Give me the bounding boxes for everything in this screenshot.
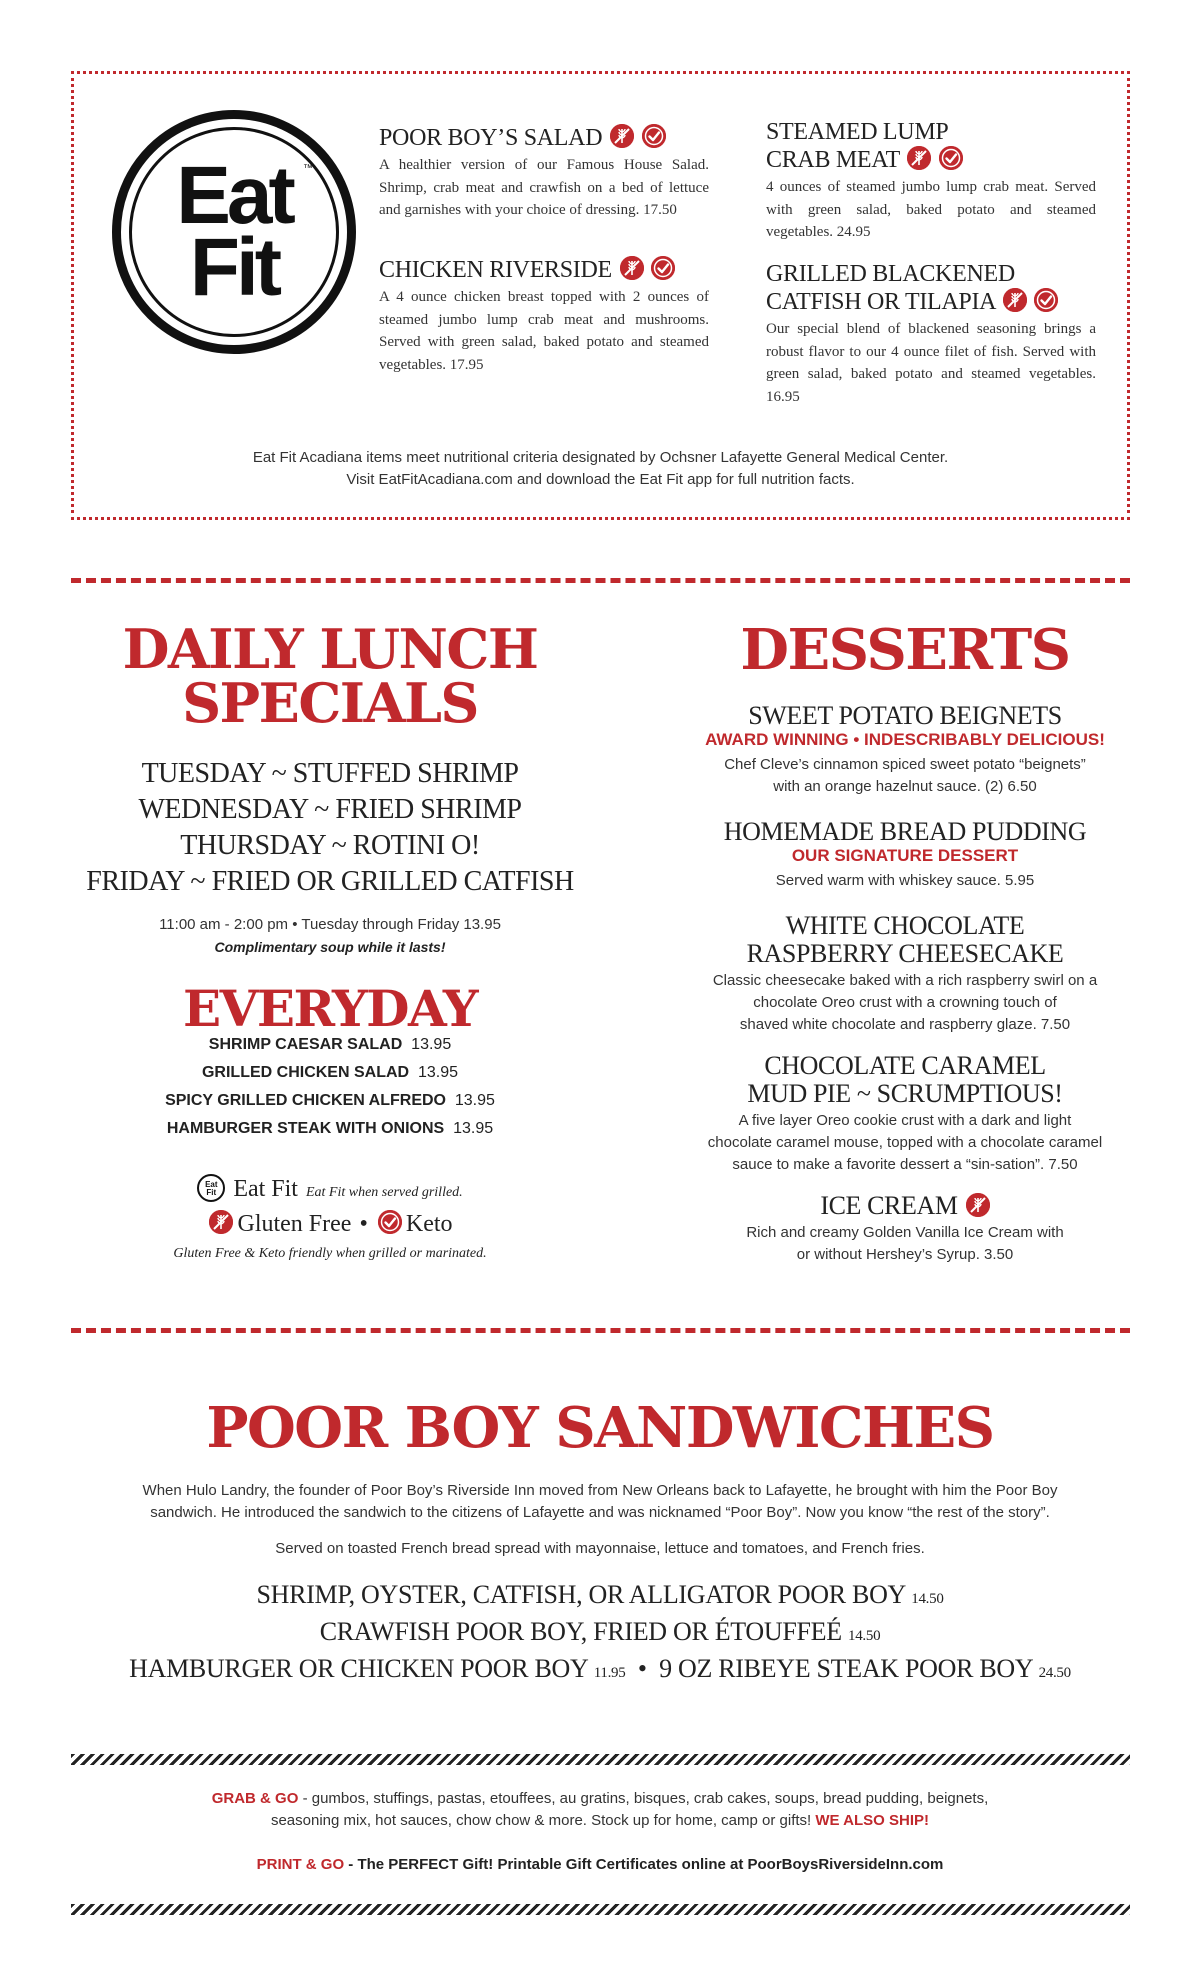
dessert-title: ICE CREAM: [670, 1192, 1140, 1220]
lunch-heading-line1: DAILY LUNCH: [122, 617, 538, 681]
lunch-heading-line2: SPECIALS: [182, 671, 478, 735]
poor-boy-line: SHRIMP, OYSTER, CATFISH, OR ALLIGATOR POOR BOY 14.50: [256, 1580, 944, 1609]
divider-dashed: [71, 1328, 1130, 1333]
poor-boy-line: HAMBURGER OR CHICKEN POOR BOY 11.95 • 9 OZ RIBEYE STEAK POOR BOY 24.50: [129, 1654, 1071, 1683]
lunch-day-tuesday: TUESDAY ~ STUFFED SHRIMP: [141, 758, 519, 789]
menu-item-grilled-blackened-fish: [766, 260, 1096, 408]
gluten-free-icon: [966, 1193, 990, 1217]
eat-fit-logo-word-fit: Fit: [189, 222, 279, 313]
eat-fit-logo-word-eat: Eat: [176, 150, 292, 241]
eat-fit-note: [74, 447, 1127, 491]
keto-icon: [378, 1210, 402, 1234]
item-title: CHICKEN RIVERSIDE: [379, 257, 612, 283]
gluten-free-icon: [610, 124, 634, 148]
divider-hatched: [71, 1754, 1130, 1765]
poor-boy-heading: POOR BOY SANDWICHES: [206, 1395, 994, 1461]
lunch-day-thursday: THURSDAY ~ ROTINI O!: [180, 830, 480, 861]
dessert-title: HOMEMADE BREAD PUDDING: [723, 817, 1087, 846]
gluten-free-icon: [1003, 288, 1027, 312]
keto-icon: [1034, 288, 1058, 312]
dessert-title-line1: CHOCOLATE CARAMEL: [764, 1051, 1046, 1080]
menu-item-poor-boys-salad: [379, 124, 709, 222]
trademark-mark: ™: [303, 163, 313, 174]
poor-boy-served-note: Served on toasted French bread spread with mayonnaise, lettuce and tomatoes, and French fries.: [275, 1540, 925, 1557]
eat-fit-section: [71, 71, 1130, 520]
menu-item-chicken-riverside: [379, 256, 709, 376]
menu-item-steamed-lump-crab-meat: [766, 118, 1096, 244]
grab-and-go-note: GRAB & GO - gumbos, stuffings, pastas, etouffees, au gratins, bisques, crab cakes, soups, bread pudding, beignets, seasoning mix, hot sauces, chow chow & more. Stock up for home, camp or gifts! WE ALSO SHIP!: [211, 1790, 989, 1829]
everyday-item: HAMBURGER STEAK WITH ONIONS 13.95: [166, 1120, 494, 1137]
legend-gluten-free-keto: Gluten Free • Keto: [70, 1210, 590, 1238]
eat-fit-logo: [112, 110, 356, 354]
dessert-description: Classic cheesecake baked with a rich raspberry swirl on a chocolate Oreo crust with a crowning touch of shaved white chocolate and raspberry glaze. 7.50: [712, 972, 1098, 1033]
dessert-subtitle: AWARD WINNING • INDESCRIBABLY DELICIOUS!: [705, 730, 1105, 749]
dessert-description: Chef Cleve’s cinnamon spiced sweet potato “beignets” with an orange hazelnut sauce. (2) 6.50: [724, 756, 1086, 795]
lunch-day-wednesday: WEDNESDAY ~ FRIED SHRIMP: [138, 794, 522, 825]
item-title-line1: GRILLED BLACKENED: [766, 261, 1015, 287]
item-title-line2: CRAB MEAT: [766, 147, 900, 173]
legend-footnote: Gluten Free & Keto friendly when grilled or marinated.: [173, 1246, 487, 1261]
print-and-go-note: PRINT & GO - The PERFECT Gift! Printable Gift Certificates online at PoorBoysRiversideInn.com: [256, 1856, 944, 1873]
item-title-line2: CATFISH OR TILAPIA: [766, 289, 995, 315]
item-description: Our special blend of blackened seasoning brings a robust flavor to our 4 ounce filet of fish. Served with green salad, baked potato and steamed vegetables. 16.95: [766, 321, 1096, 405]
dessert-description: Served warm with whiskey sauce. 5.95: [775, 872, 1035, 889]
gluten-free-icon: [907, 146, 931, 170]
item-description: 4 ounces of steamed jumbo lump crab meat. Served with green salad, baked potato and steamed vegetables. 24.95: [766, 179, 1096, 240]
gluten-free-icon: [620, 256, 644, 280]
keto-icon: [651, 256, 675, 280]
divider-dashed: [71, 578, 1130, 583]
eat-fit-note-line2: Visit EatFitAcadiana.com and download the Eat Fit app for full nutrition facts.: [346, 471, 855, 488]
everyday-item: GRILLED CHICKEN SALAD 13.95: [201, 1064, 459, 1081]
everyday-item: SHRIMP CAESAR SALAD 13.95: [208, 1036, 452, 1053]
dessert-title-line2: MUD PIE ~ SCRUMPTIOUS!: [747, 1079, 1063, 1108]
poor-boy-line: CRAWFISH POOR BOY, FRIED OR ÉTOUFFEÉ 14.50: [319, 1617, 881, 1646]
poor-boy-intro: When Hulo Landry, the founder of Poor Boy’s Riverside Inn moved from New Orleans back to Lafayette, he brought with him the Poor Boy sandwich. He introduced the sandwich to the citizens of Lafayette and was nicknamed “Poor Boy”. Now you know “the rest of the story”.: [142, 1482, 1058, 1521]
keto-icon: [642, 124, 666, 148]
everyday-heading: EVERYDAY: [182, 979, 478, 1038]
item-title-line1: STEAMED LUMP: [766, 119, 949, 145]
everyday-item: SPICY GRILLED CHICKEN ALFREDO 13.95: [165, 1092, 495, 1109]
desserts-heading: DESSERTS: [740, 617, 1070, 683]
item-title: POOR BOY’S SALAD: [379, 125, 603, 151]
eat-fit-mini-logo: Eat Fit: [197, 1174, 225, 1202]
dessert-title-line2: RASPBERRY CHEESECAKE: [746, 939, 1064, 968]
item-description: A healthier version of our Famous House Salad. Shrimp, crab meat and crawfish on a bed of lettuce and garnishes with your choice of dressing. 17.50: [379, 157, 709, 218]
gluten-free-icon: [209, 1210, 233, 1234]
dessert-description: Rich and creamy Golden Vanilla Ice Cream with or without Hershey’s Syrup. 3.50: [746, 1224, 1064, 1263]
dessert-subtitle: OUR SIGNATURE DESSERT: [791, 846, 1019, 865]
dessert-title: SWEET POTATO BEIGNETS: [748, 701, 1062, 730]
dessert-title-line1: WHITE CHOCOLATE: [785, 911, 1025, 940]
lunch-soup-note: Complimentary soup while it lasts!: [214, 939, 446, 955]
eat-fit-note-line1: Eat Fit Acadiana items meet nutritional criteria designated by Ochsner Lafayette General Medical Center.: [252, 449, 949, 466]
dessert-description: A five layer Oreo cookie crust with a dark and light chocolate caramel mouse, topped with a chocolate caramel sauce to make a favorite dessert a “sin-sation”. 7.50: [707, 1112, 1103, 1173]
lunch-day-friday: FRIDAY ~ FRIED OR GRILLED CATFISH: [86, 866, 574, 897]
keto-icon: [939, 146, 963, 170]
divider-hatched: [71, 1904, 1130, 1915]
lunch-hours: 11:00 am - 2:00 pm • Tuesday through Friday 13.95: [159, 916, 501, 933]
item-description: A 4 ounce chicken breast topped with 2 ounces of steamed jumbo lump crab meat and mushrooms. Served with green salad, baked potato and steamed vegetables. 17.95: [379, 289, 709, 373]
legend-eat-fit: Eat Fit Eat Fit Eat Fit when served grilled.: [70, 1174, 590, 1203]
